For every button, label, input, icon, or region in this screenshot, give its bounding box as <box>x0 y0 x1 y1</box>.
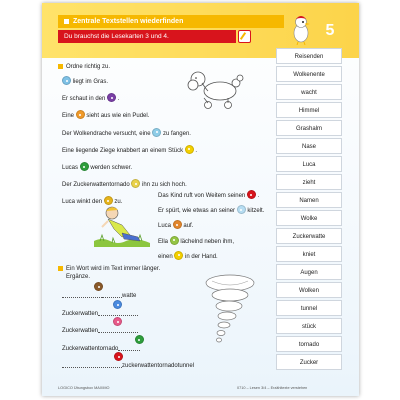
answer-blank[interactable] <box>62 291 102 298</box>
color-dot <box>113 317 122 326</box>
footer-right: 0710 – Lesen 3/4 – Erzähltexte verstehen <box>237 386 308 390</box>
footer-left: LOGICO Übungsbox MAXIMO <box>58 386 110 390</box>
sentence-line: Luca winkt den zu. <box>62 196 122 207</box>
word-card: wacht <box>276 84 342 100</box>
sentence-line: Er schaut in den . <box>62 93 119 104</box>
color-dot <box>62 76 71 85</box>
fill-in-line: Zuckerwattentornado <box>62 344 140 354</box>
page-number-badge <box>318 17 342 41</box>
word-card: Wolke <box>276 210 342 226</box>
color-dot <box>94 282 103 291</box>
tornado-illustration <box>202 273 258 353</box>
answer-blank[interactable] <box>102 291 122 298</box>
square-icon <box>58 266 63 271</box>
word-card: Zucker <box>276 354 342 370</box>
bird-mascot-icon <box>290 13 312 45</box>
color-dot <box>80 162 89 171</box>
fill-in-line: Zuckerwatten <box>62 309 138 319</box>
word-card: stück <box>276 318 342 334</box>
subtitle-bar: Du brauchst die Lesekarten 3 und 4. <box>58 30 236 43</box>
color-dot <box>114 352 123 361</box>
word-card: Luca <box>276 156 342 172</box>
exercise2-instruction: Ein Wort wird im Text immer länger. Ergänze. <box>58 265 160 281</box>
color-dot <box>170 236 179 245</box>
color-dot <box>174 251 183 260</box>
color-dot <box>131 179 140 188</box>
word-card: tunnel <box>276 300 342 316</box>
color-dot <box>76 110 85 119</box>
exercise1-instruction: Ordne richtig zu. <box>58 63 110 71</box>
color-dot <box>107 93 116 102</box>
word-card: Zuckerwatte <box>276 228 342 244</box>
word-card: zieht <box>276 174 342 190</box>
color-dot <box>135 335 144 344</box>
square-icon <box>64 19 69 24</box>
sentence-line: Eine sieht aus wie ein Pudel. <box>62 110 149 121</box>
word-card: Himmel <box>276 102 342 118</box>
sentence-line: Er spürt, wie etwas an seiner kitzelt. <box>158 205 264 216</box>
sentence-line: Luca auf. <box>158 220 193 231</box>
fill-in-line: watte <box>62 291 136 301</box>
page-number: 5 <box>325 22 335 39</box>
answer-blank[interactable] <box>62 361 122 368</box>
color-dot <box>247 190 256 199</box>
color-dot <box>152 128 161 137</box>
sentence-line: einen in der Hand. <box>158 251 218 262</box>
word-card: Augen <box>276 264 342 280</box>
sentence-line: Lucas werden schwer. <box>62 162 132 173</box>
pencil-icon <box>238 30 251 43</box>
word-card: Wolkenente <box>276 66 342 82</box>
sentence-line: liegt im Gras. <box>62 76 108 87</box>
sentence-line: Ella lächelnd neben ihm, <box>158 236 234 247</box>
sentence-line: Das Kind ruft von Weitem seinen . <box>158 190 259 201</box>
word-card: tornado <box>276 336 342 352</box>
word-card: Nase <box>276 138 342 154</box>
poodle-cloud-illustration <box>184 65 250 113</box>
page-title: Zentrale Textstellen wiederfinden <box>73 18 184 25</box>
sentence-line: Der Wolkendrache versucht, eine zu fangen. <box>62 128 191 139</box>
worksheet <box>42 3 359 396</box>
color-dot <box>173 220 182 229</box>
square-icon <box>58 64 63 69</box>
fill-in-line: zuckerwattentornadotunnel <box>62 361 194 371</box>
fill-in-line: Zuckerwatten <box>62 326 138 336</box>
color-dot <box>237 205 246 214</box>
sentence-line: Eine liegende Ziege knabbert an einem Stück . <box>62 145 197 156</box>
word-card: kniet <box>276 246 342 262</box>
word-card: Grashalm <box>276 120 342 136</box>
word-card: Wolken <box>276 282 342 298</box>
color-dot <box>113 300 122 309</box>
word-card: Reisenden <box>276 48 342 64</box>
word-list <box>276 48 342 372</box>
color-dot <box>185 145 194 154</box>
answer-blank[interactable] <box>118 344 140 351</box>
sentence-line: Der Zuckerwattentornado ihn zu sich hoch. <box>62 179 187 190</box>
answer-blank[interactable] <box>98 326 138 333</box>
boy-on-grass-illustration <box>92 201 154 249</box>
title-bar <box>58 15 284 28</box>
answer-blank[interactable] <box>98 309 138 316</box>
word-card: Namen <box>276 192 342 208</box>
